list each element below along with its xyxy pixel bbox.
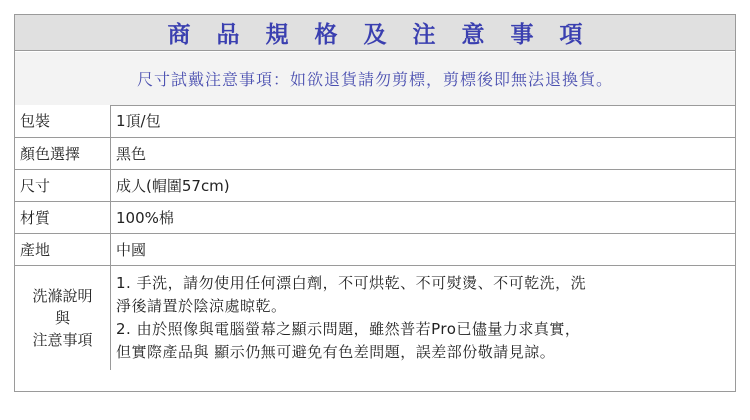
care-line: 2. 由於照像與電腦螢幕之顯示問題，雖然普若Pro已儘量力求真實， (116, 319, 581, 338)
spec-label: 產地 (15, 233, 111, 265)
spec-row-care (15, 265, 735, 370)
spec-value: 100%棉 (111, 201, 736, 233)
spec-title: 商品規格及注意事項 (15, 15, 735, 51)
care-instructions (111, 265, 736, 370)
care-label-line: 洗滌說明 (32, 286, 93, 305)
spec-label: 材質 (15, 201, 111, 233)
spec-row-packaging (15, 105, 735, 137)
care-line: 淨後請置於陰涼處晾乾。 (116, 296, 287, 315)
spec-row-origin (15, 233, 735, 265)
spec-value: 成人(帽圍57cm) (111, 169, 736, 201)
spec-row-material (15, 201, 735, 233)
return-notice: 尺寸試戴注意事項：如欲退貨請勿剪標，剪標後即無法退換貨。 (15, 52, 735, 106)
spec-value: 1頂/包 (111, 105, 736, 137)
care-label (15, 265, 111, 370)
care-line: 1. 手洗，請勿使用任何漂白劑，不可烘乾、不可熨燙、不可乾洗，洗 (116, 273, 587, 292)
spec-row-color (15, 137, 735, 169)
care-label-line: 與 (54, 308, 70, 327)
spec-row-size (15, 169, 735, 201)
spec-value: 黑色 (111, 137, 736, 169)
product-spec-sheet (14, 14, 736, 392)
spec-label: 包裝 (15, 105, 111, 137)
spec-label: 顏色選擇 (15, 137, 111, 169)
spec-table (15, 105, 735, 370)
care-label-line: 注意事項 (32, 330, 93, 349)
care-line: 但實際產品與 顯示仍無可避免有色差問題，誤差部份敬請見諒。 (116, 342, 556, 361)
spec-label: 尺寸 (15, 169, 111, 201)
spec-value: 中國 (111, 233, 736, 265)
